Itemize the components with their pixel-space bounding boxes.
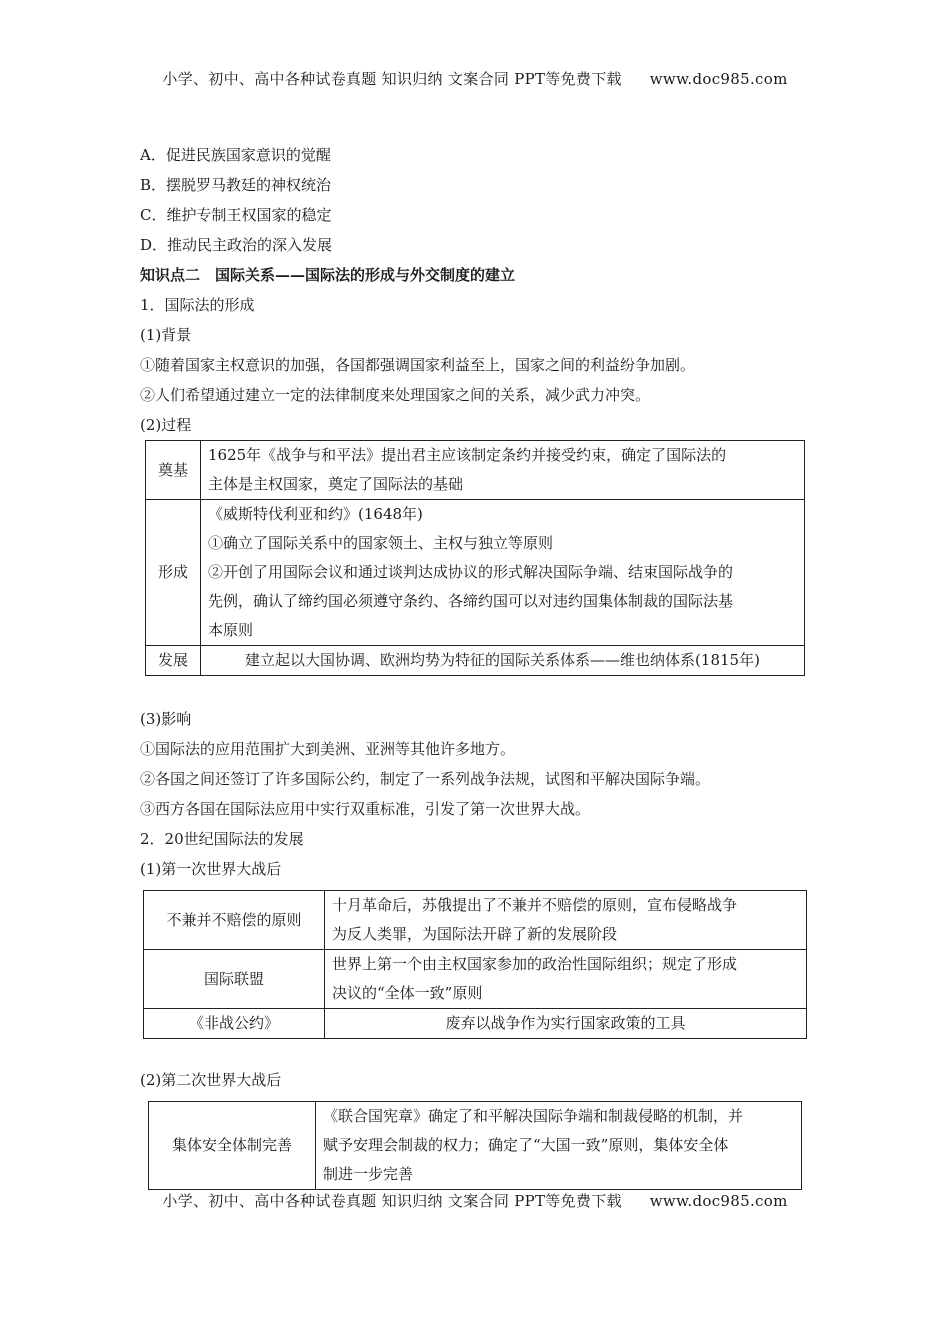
header-url[interactable]: www.doc985.com [649, 70, 788, 88]
row-content-collective-security [316, 1102, 802, 1190]
row-content-league [325, 950, 807, 1009]
text-line: 《威斯特伐利亚和约》(1648年) [208, 505, 423, 523]
text-line: ②开创了用国际会议和通过谈判达成协议的形式解决国际争端、结束国际战争的 [208, 563, 734, 581]
table-row [144, 950, 807, 1009]
process-label: (2)过程 [140, 416, 192, 434]
table-row [146, 441, 805, 500]
row-content-no-annexation [325, 891, 807, 950]
text-line: 十月革命后，苏俄提出了不兼并不赔偿的原则，宣布侵略战争 [332, 896, 738, 914]
process-table [145, 440, 805, 676]
text-line: 决议的“全体一致”原则 [332, 984, 483, 1002]
text-line: 世界上第一个由主权国家参加的政治性国际组织；规定了形成 [332, 955, 738, 973]
text-line: 本原则 [208, 621, 254, 639]
text-line: 先例，确认了缔约国必须遵守条约、各缔约国可以对违约国集体制裁的国际法基 [208, 592, 734, 610]
table-row [144, 1009, 807, 1039]
background-label: (1)背景 [140, 326, 192, 344]
section-title: 知识点二 国际关系——国际法的形成与外交制度的建立 [140, 266, 516, 284]
option-c: C．维护专制王权国家的稳定 [140, 206, 332, 224]
text-line: 制进一步完善 [323, 1165, 414, 1183]
text-line: 1625年《战争与和平法》提出君主应该制定条约并接受约束，确定了国际法的 [208, 446, 727, 464]
background-item-2: ②人们希望通过建立一定的法律制度来处理国家之间的关系，减少武力冲突。 [140, 386, 651, 404]
row-label-league: 国际联盟 [144, 950, 325, 1009]
ww2-label: (2)第二次世界大战后 [140, 1071, 282, 1089]
page-header [0, 68, 950, 89]
option-d: D．推动民主政治的深入发展 [140, 236, 333, 254]
background-item-1: ①随着国家主权意识的加强，各国都强调国家利益至上，国家之间的利益纷争加剧。 [140, 356, 696, 374]
row-label-development: 发展 [146, 646, 201, 676]
row-content-formation [201, 500, 805, 646]
row-label-collective-security: 集体安全体制完善 [149, 1102, 316, 1190]
row-label-pact: 《非战公约》 [144, 1009, 325, 1039]
row-label-no-annexation: 不兼并不赔偿的原则 [144, 891, 325, 950]
row-label-formation: 形成 [146, 500, 201, 646]
ww2-table [148, 1101, 802, 1190]
text-line: 为反人类罪，为国际法开辟了新的发展阶段 [332, 925, 618, 943]
table-row [146, 500, 805, 646]
footer-text: 小学、初中、高中各种试卷真题 知识归纳 文案合同 PPT等免费下载 [162, 1192, 622, 1210]
document-body [140, 140, 810, 1190]
ww1-label: (1)第一次世界大战后 [140, 860, 282, 878]
text-line: 《联合国宪章》确定了和平解决国际争端和制裁侵略的机制，并 [323, 1107, 744, 1125]
impact-item-2: ②各国之间还签订了许多国际公约，制定了一系列战争法规，试图和平解决国际争端。 [140, 770, 711, 788]
table-row [149, 1102, 802, 1190]
row-label-foundation: 奠基 [146, 441, 201, 500]
ww1-table [143, 890, 807, 1039]
part1-heading: 1．国际法的形成 [140, 296, 255, 314]
text-line: 主体是主权国家，奠定了国际法的基础 [208, 475, 464, 493]
row-content-pact: 废弃以战争作为实行国家政策的工具 [325, 1009, 807, 1039]
option-a: A．促进民族国家意识的觉醒 [140, 146, 331, 164]
option-b: B．摆脱罗马教廷的神权统治 [140, 176, 332, 194]
text-line: ①确立了国际关系中的国家领土、主权与独立等原则 [208, 534, 554, 552]
text-line: 赋予安理会制裁的权力；确定了“大国一致”原则，集体安全体 [323, 1136, 729, 1154]
table-row [146, 646, 805, 676]
row-content-foundation [201, 441, 805, 500]
impact-item-3: ③西方各国在国际法应用中实行双重标准，引发了第一次世界大战。 [140, 800, 591, 818]
page-footer [0, 1190, 950, 1211]
row-content-development: 建立起以大国协调、欧洲均势为特征的国际关系体系——维也纳体系(1815年) [201, 646, 805, 676]
table-row [144, 891, 807, 950]
footer-url[interactable]: www.doc985.com [649, 1192, 788, 1210]
header-text: 小学、初中、高中各种试卷真题 知识归纳 文案合同 PPT等免费下载 [162, 70, 622, 88]
part2-heading: 2．20世纪国际法的发展 [140, 830, 304, 848]
impact-item-1: ①国际法的应用范围扩大到美洲、亚洲等其他许多地方。 [140, 740, 516, 758]
impact-label: (3)影响 [140, 710, 192, 728]
